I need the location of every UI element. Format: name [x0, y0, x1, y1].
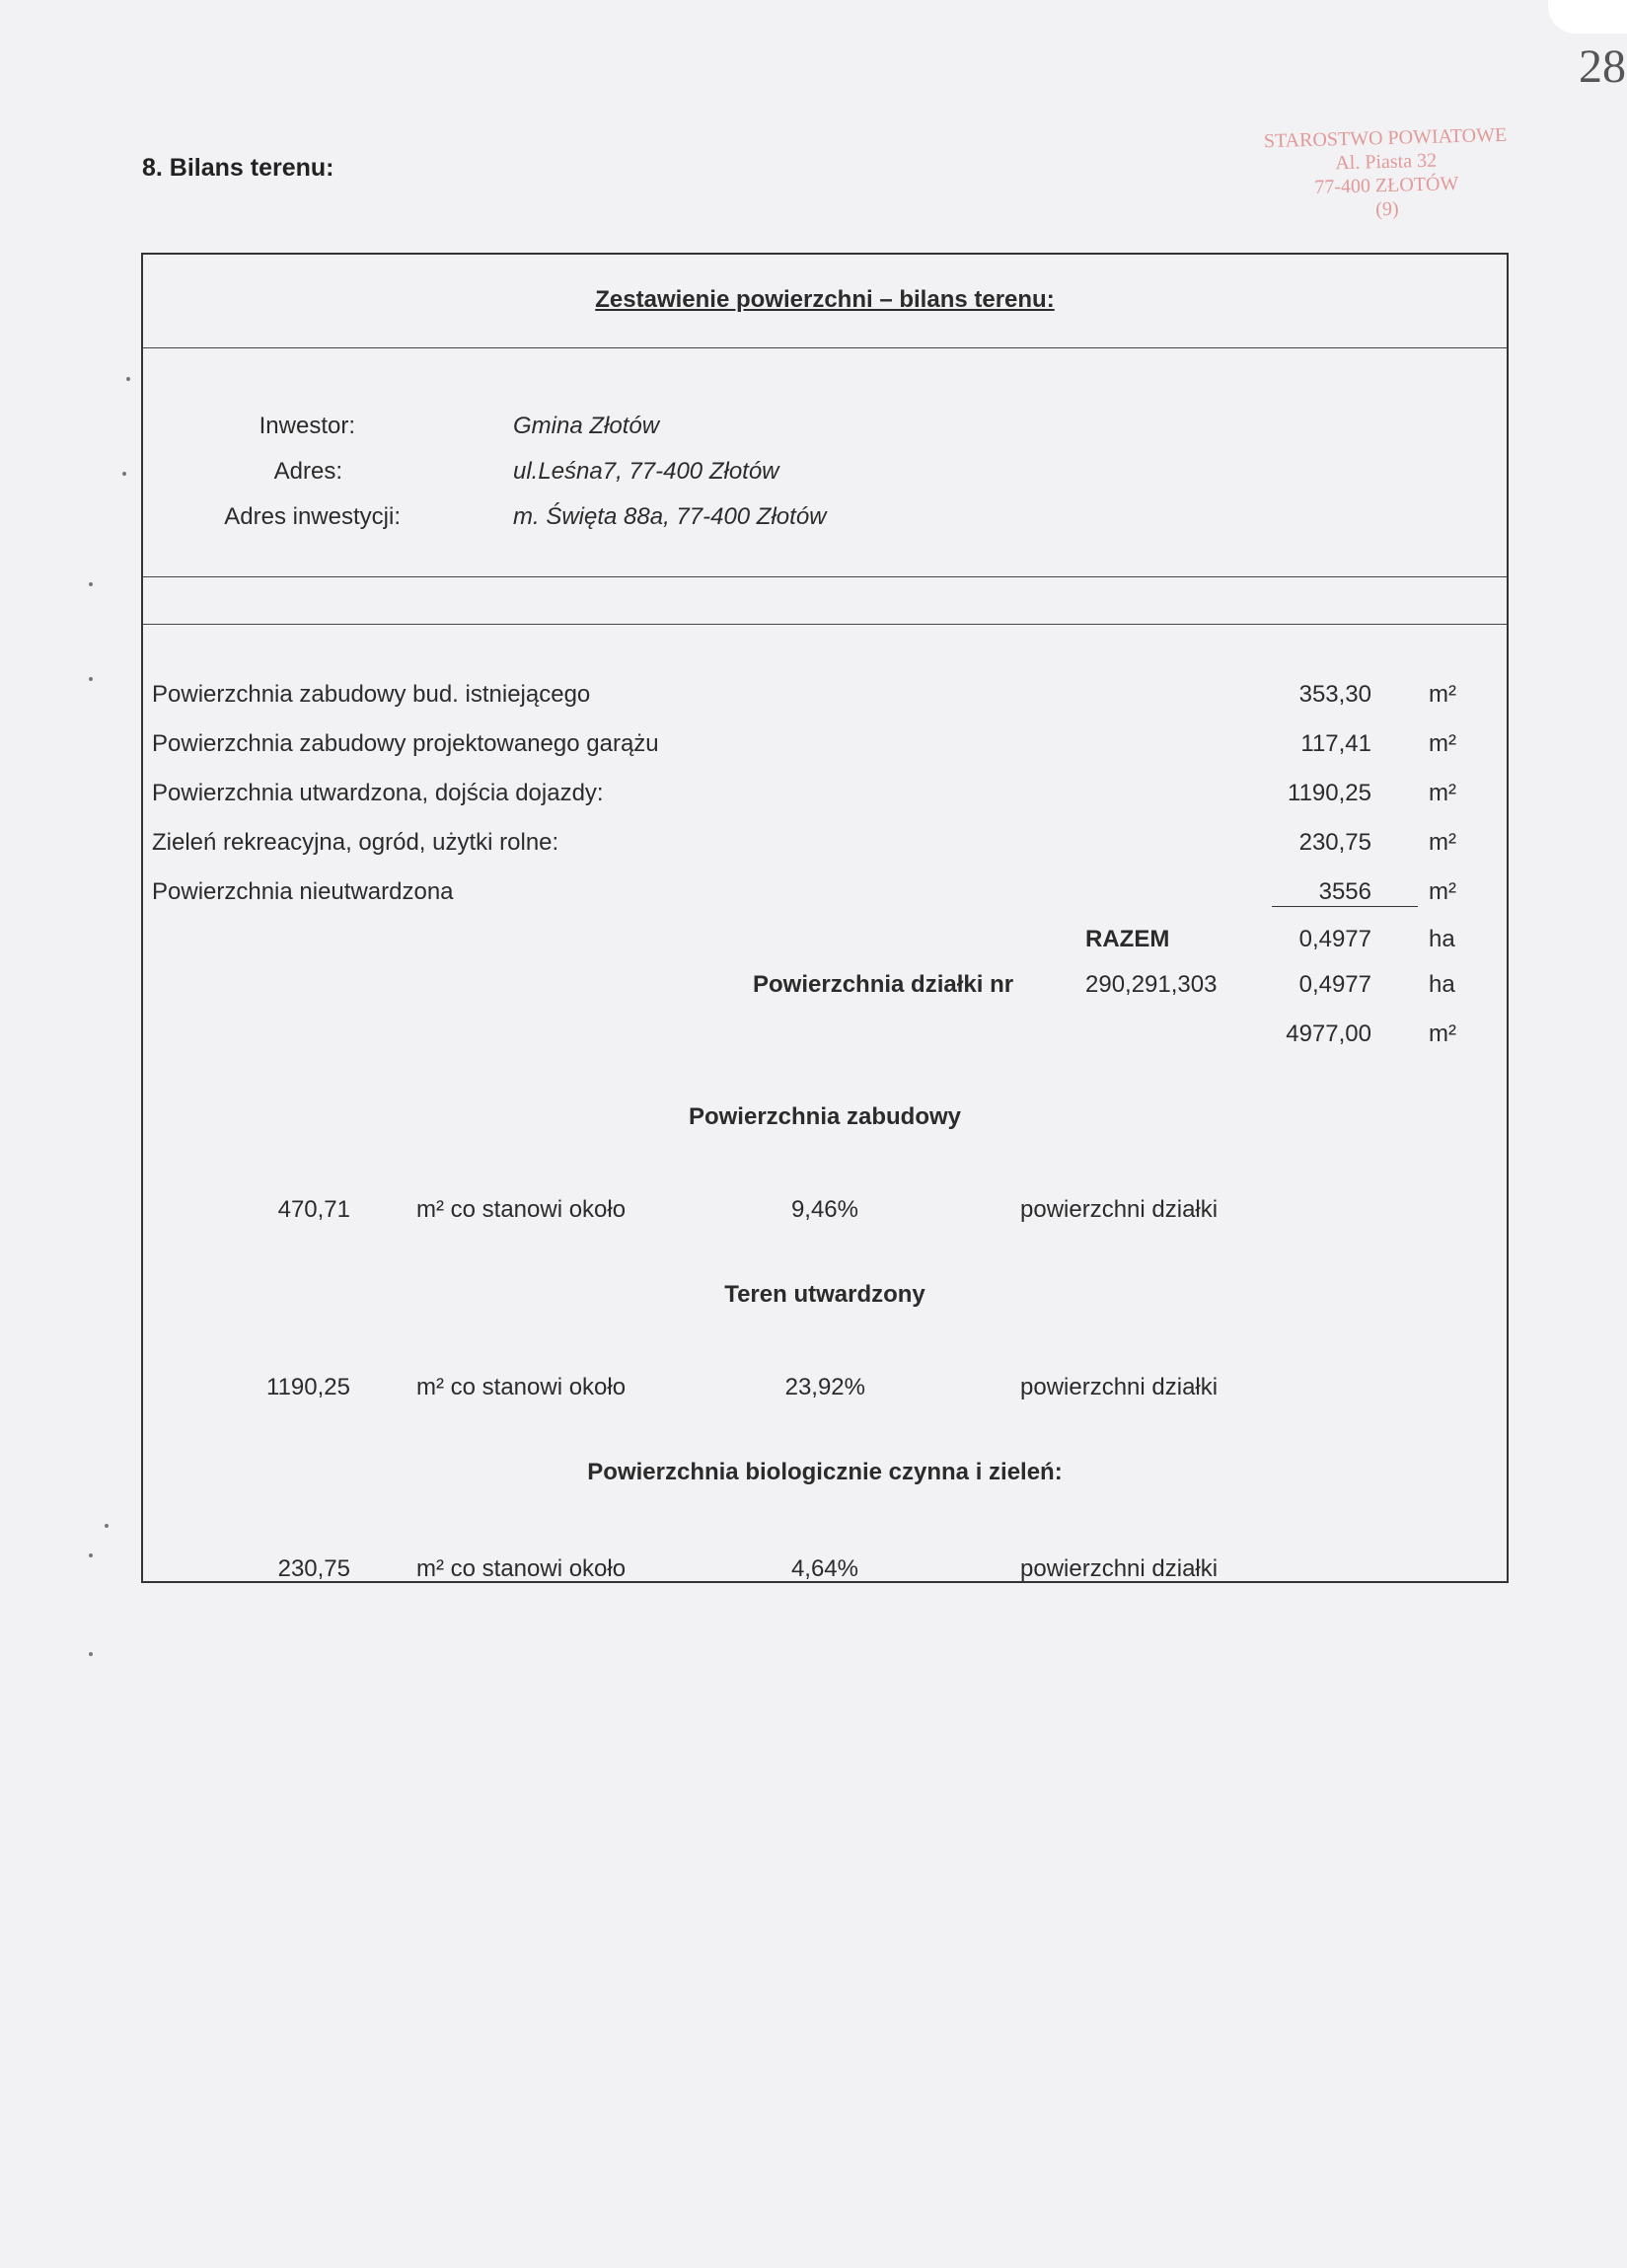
- corner-mark: [1548, 0, 1627, 34]
- info-label-address: Adres:: [273, 458, 342, 485]
- summary-suffix: powierzchni działki: [1020, 1374, 1219, 1400]
- summary-suffix: powierzchni działki: [1020, 1196, 1219, 1223]
- area-label: Powierzchnia nieutwardzona: [152, 878, 454, 905]
- summary-text: m² co stanowi około: [416, 1374, 627, 1400]
- stamp-line: Al. Piasta 32: [1335, 149, 1438, 175]
- divider: [143, 624, 1507, 625]
- summary-text: m² co stanowi około: [416, 1555, 627, 1582]
- total-unit: ha: [1429, 926, 1455, 952]
- summary-percent: 9,46%: [790, 1196, 858, 1223]
- area-value: 353,30: [1298, 681, 1371, 708]
- section-title: 8. Bilans terenu:: [142, 154, 334, 182]
- scan-speck: [89, 1652, 93, 1656]
- plot-unit-ha: ha: [1429, 971, 1455, 998]
- area-unit: m²: [1429, 681, 1456, 708]
- area-label: Powierzchnia utwardzona, dojścia dojazdy:: [152, 780, 604, 806]
- area-label: Powierzchnia zabudowy projektowanego garążu: [152, 730, 659, 757]
- scan-speck: [105, 1524, 109, 1528]
- plot-numbers: 290,291,303: [1085, 971, 1218, 998]
- summary-title: Powierzchnia biologicznie czynna i zieleń:: [587, 1459, 1063, 1485]
- info-label-investment-address: Adres inwestycji:: [224, 503, 401, 530]
- area-label: Powierzchnia zabudowy bud. istniejącego: [152, 681, 591, 708]
- summary-percent: 23,92%: [784, 1374, 865, 1400]
- plot-value-ha: 0,4977: [1298, 971, 1371, 998]
- table-title: Zestawienie powierzchni – bilans terenu:: [595, 286, 1055, 313]
- summary-title: Powierzchnia zabudowy: [688, 1103, 962, 1130]
- divider: [143, 576, 1507, 577]
- sum-underline: [1272, 906, 1418, 907]
- summary-percent: 4,64%: [790, 1555, 858, 1582]
- scan-speck: [89, 1553, 93, 1557]
- stamp-line: (9): [1374, 197, 1399, 221]
- info-value-address: ul.Leśna7, 77-400 Złotów: [513, 458, 779, 485]
- summary-value: 230,75: [277, 1555, 350, 1582]
- plot-value-m2: 4977,00: [1286, 1021, 1371, 1047]
- summary-text: m² co stanowi około: [416, 1196, 627, 1223]
- area-value: 117,41: [1300, 730, 1371, 757]
- plot-unit-m2: m²: [1429, 1021, 1456, 1047]
- summary-value: 1190,25: [266, 1374, 350, 1400]
- stamp-line: 77-400 ZŁOTÓW: [1314, 173, 1459, 198]
- area-unit: m²: [1429, 780, 1456, 806]
- scan-speck: [89, 677, 93, 681]
- stamp-line: STAROSTWO POWIATOWE: [1263, 123, 1508, 153]
- info-value-investor: Gmina Złotów: [513, 413, 660, 439]
- summary-value: 470,71: [277, 1196, 350, 1223]
- info-value-investment-address: m. Święta 88a, 77-400 Złotów: [513, 503, 827, 530]
- info-label-investor: Inwestor:: [259, 413, 355, 439]
- office-stamp: [1237, 122, 1535, 225]
- total-label: RAZEM: [1085, 926, 1170, 952]
- page-number: 28: [1579, 40, 1626, 93]
- area-unit: m²: [1429, 730, 1456, 757]
- area-value: 230,75: [1298, 829, 1371, 856]
- divider: [143, 347, 1507, 348]
- area-unit: m²: [1429, 878, 1456, 905]
- area-label: Zieleń rekreacyjna, ogród, użytki rolne:: [152, 829, 559, 856]
- summary-title: Teren utwardzony: [724, 1281, 925, 1308]
- area-value: 1190,25: [1288, 780, 1371, 806]
- summary-suffix: powierzchni działki: [1020, 1555, 1219, 1582]
- scan-speck: [89, 582, 93, 586]
- area-unit: m²: [1429, 829, 1456, 856]
- total-value: 0,4977: [1298, 926, 1371, 952]
- scan-speck: [126, 377, 130, 381]
- area-value: 3556: [1318, 878, 1371, 905]
- plot-label: Powierzchnia działki nr: [753, 971, 1014, 998]
- scan-speck: [122, 472, 126, 476]
